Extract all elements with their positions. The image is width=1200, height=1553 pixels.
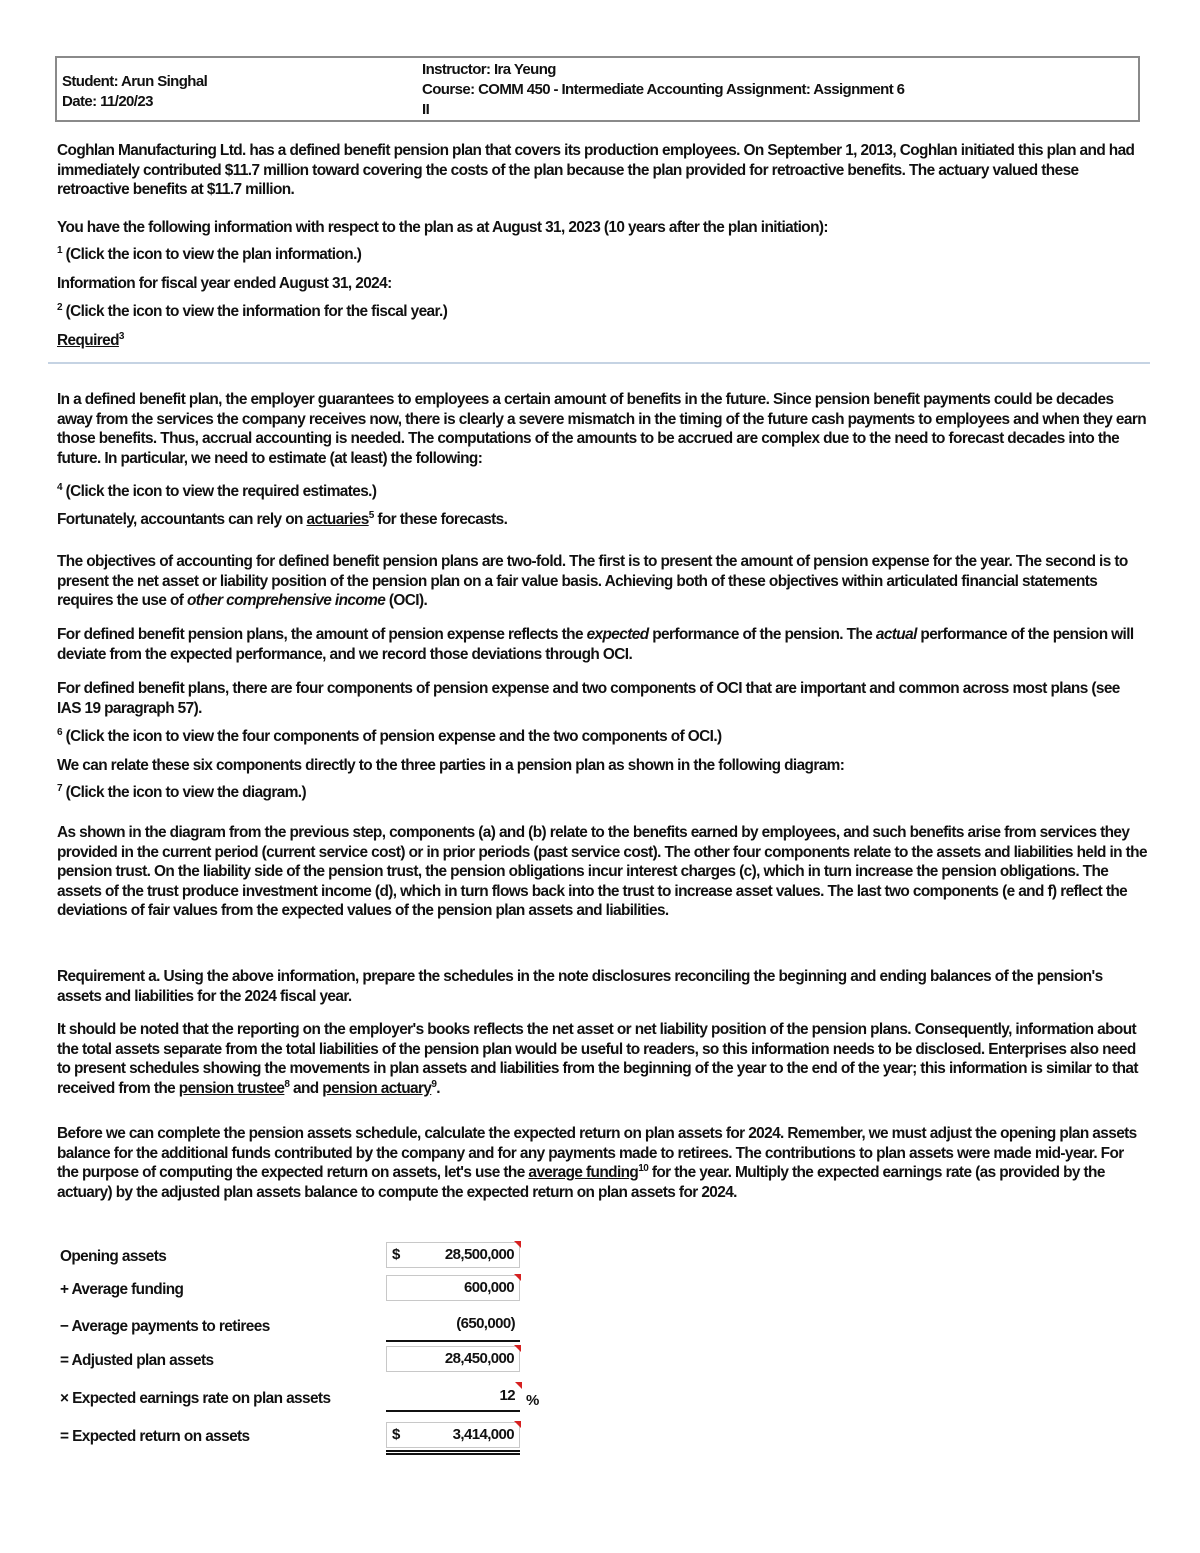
- flag-icon: [514, 1345, 521, 1352]
- expected-return-input[interactable]: [386, 1422, 520, 1448]
- footnote-3-number: 3: [118, 330, 124, 342]
- schedule-row-payments: [60, 1310, 560, 1340]
- earnings-rate-label: × Expected earnings rate on plan assets: [60, 1390, 331, 1407]
- instructor-name: Ira Yeung: [493, 61, 556, 78]
- plan-info-paragraph: You have the following information with respect to the plan as at August 31, 2023 (10 years after the plan initiation):: [57, 219, 828, 236]
- actuaries-link[interactable]: actuaries: [306, 511, 369, 528]
- adjusted-assets-input[interactable]: [386, 1346, 520, 1372]
- disclosure-text-and: and: [289, 1079, 323, 1097]
- payments-value: (650,000): [456, 1315, 515, 1332]
- components-link[interactable]: [57, 727, 1147, 747]
- footnote-2-number: 2: [57, 301, 62, 313]
- expected-term: expected: [586, 626, 649, 643]
- footnote-10-number: 10: [638, 1163, 649, 1175]
- plan-info-link[interactable]: [57, 245, 1147, 265]
- instructor-label: Instructor:: [422, 61, 491, 78]
- average-funding-value: 600,000: [463, 1279, 514, 1296]
- course-name: COMM 450 - Intermediate Accounting: [478, 81, 723, 98]
- pension-actuary-link[interactable]: pension actuary: [322, 1079, 432, 1097]
- flag-icon: [514, 1421, 521, 1428]
- student-info: [62, 72, 207, 112]
- required-section: [57, 331, 1147, 351]
- footnote-4-number: 4: [57, 481, 62, 493]
- date-label: Date:: [62, 93, 97, 110]
- diagram-link[interactable]: [57, 783, 1147, 803]
- course-label: Course:: [422, 81, 475, 98]
- objectives-text: The objectives of accounting for defined benefit pension plans are two-fold. The first is to present the amount of pension expense for the year. The second is to present the net asset or liability position of the pension plan on a fair value basis. Achieving both of these objectives within articulated financial statements requires the use of: [57, 553, 1128, 610]
- actual-term: actual: [875, 626, 917, 643]
- currency-sign: $: [392, 1246, 400, 1263]
- estimates-link[interactable]: [57, 482, 1147, 502]
- opening-assets-value: 28,500,000: [444, 1246, 514, 1263]
- opening-assets-input[interactable]: [386, 1242, 520, 1268]
- fiscal-year-paragraph: Information for fiscal year ended August 31, 2024:: [57, 275, 392, 292]
- expected-return-label: = Expected return on assets: [60, 1428, 250, 1445]
- schedule-row-average-funding: [60, 1273, 560, 1303]
- payments-label: − Average payments to retirees: [60, 1318, 270, 1335]
- footnote-1-number: 1: [57, 244, 62, 256]
- flag-icon: [514, 1274, 521, 1281]
- diagram-link-text: (Click the icon to view the diagram.): [61, 784, 306, 801]
- payments-value-cell: [386, 1312, 520, 1338]
- intro-paragraph: Coghlan Manufacturing Ltd. has a defined benefit pension plan that covers its production employees. On September 1, 2013, Coghlan initiated this plan and had immediately contributed $11.7 million toward covering the costs of the plan because the plan provided for retroactive benefits. The actuary valued these retroactive benefits at $11.7 million.: [57, 142, 1135, 199]
- requirement-a-paragraph: Requirement a. Using the above information, prepare the schedules in the note disclosures reconciling the beginning and ending balances of the pension's assets and liabilities for the 2024 fiscal year.: [57, 968, 1103, 1005]
- fiscal-year-link[interactable]: [57, 302, 1147, 322]
- fiscal-year-link-text: (Click the icon to view the information for the fiscal year.): [61, 303, 448, 320]
- average-funding-label: + Average funding: [60, 1281, 184, 1298]
- flag-icon: [515, 1382, 522, 1389]
- oci-term: other comprehensive income: [186, 592, 386, 610]
- section-divider: [48, 362, 1150, 364]
- expense-text-c: performance of the pension will deviate from the expected performance, and we record those deviations through OCI.: [57, 626, 1134, 663]
- diagram-paragraph: We can relate these six components directly to the three parties in a pension plan as shown in the following diagram:: [57, 757, 845, 774]
- subtotal-rule: [386, 1410, 520, 1412]
- adjusted-assets-label: = Adjusted plan assets: [60, 1352, 214, 1369]
- subtotal-rule: [386, 1340, 520, 1342]
- footnote-9-number: 9: [431, 1078, 437, 1090]
- actuaries-text-end: for these forecasts.: [373, 511, 508, 528]
- expense-text-b: performance of the pension. The: [648, 626, 876, 643]
- estimates-link-text: (Click the icon to view the required estimates.): [61, 483, 377, 500]
- average-funding-link[interactable]: average funding: [528, 1164, 639, 1182]
- components-paragraph: For defined benefit plans, there are four components of pension expense and two components of OCI that are important and common across most plans (see IAS 19 paragraph 57).: [57, 680, 1120, 717]
- plan-info-link-text: (Click the icon to view the plan information.): [61, 246, 362, 263]
- required-link[interactable]: Required: [57, 332, 119, 349]
- assignment-header: [55, 56, 1140, 122]
- footnote-7-number: 7: [57, 782, 62, 794]
- actuaries-paragraph: [57, 510, 1147, 530]
- assignment-cont: II: [422, 101, 430, 118]
- average-funding-input[interactable]: [386, 1275, 520, 1301]
- course-info: [422, 60, 904, 120]
- disclosure-paragraph: [57, 1020, 1147, 1098]
- schedule-row-expected-return: [60, 1420, 560, 1450]
- double-rule-bottom: [386, 1453, 520, 1455]
- assignment-name: Assignment 6: [813, 81, 905, 98]
- objectives-text-end: (OCI).: [385, 592, 428, 610]
- defined-benefit-paragraph: In a defined benefit plan, the employer guarantees to employees a certain amount of benefits in the future. Since pension benefit payments could be decades away from the services the company receives now, there is clearly a severe mismatch in the timing of the future cash payments to employees and when they earn those benefits. Thus, accrual accounting is needed. The computations of the amounts to be accrued are complex due to the need to forecast decades into the future. In particular, we need to estimate (at least) the following:: [57, 391, 1147, 467]
- percent-sign: %: [526, 1392, 539, 1409]
- date-value: 11/20/23: [100, 93, 153, 110]
- expense-text-a: For defined benefit pension plans, the amount of pension expense reflects the: [57, 626, 587, 643]
- components-link-text: (Click the icon to view the four components of pension expense and the two components of OCI.): [61, 728, 722, 745]
- assignment-label: Assignment:: [726, 81, 811, 98]
- expected-return-text: Before we can complete the pension assets schedule, calculate the expected return on plan assets for 2024. Remember, we must adjust the opening plan assets balance for the additional funds contributed by the company and for any payments made to retirees. The contributions to plan assets were made mid-year. For the purpose of computing the expected return on assets, let's use the: [57, 1125, 1137, 1182]
- schedule-row-adjusted-assets: [60, 1344, 560, 1374]
- footnote-5-number: 5: [368, 509, 374, 521]
- disclosure-text-end: .: [436, 1079, 440, 1097]
- opening-assets-label: Opening assets: [60, 1248, 167, 1265]
- double-rule-top: [386, 1450, 520, 1452]
- student-label: Student:: [62, 73, 119, 90]
- expected-return-text-end: for the year. Multiply the expected earnings rate (as provided by the actuary) by the adjusted plan assets balance to compute the expected return on plan assets for 2024.: [57, 1164, 1105, 1201]
- expected-return-paragraph: [57, 1124, 1147, 1202]
- objectives-paragraph: [57, 552, 1147, 611]
- schedule-row-earnings-rate: [60, 1382, 560, 1412]
- diagram-explanation-paragraph: As shown in the diagram from the previous step, components (a) and (b) relate to the benefits earned by employees, and such benefits arise from services they provided in the current period (current service cost) or in prior periods (past service cost). The other four components relate to the assets and liabilities held in the pension trust. On the liability side of the pension trust, the pension obligations incur interest charges (c), which in turn increase the pension obligations. The assets of the trust produce investment income (d), which in turn flows back into the trust to increase asset values. The last two components (e and f) reflect the deviations of fair values from the expected values of the pension plan assets and liabilities.: [57, 824, 1147, 920]
- currency-sign: $: [392, 1426, 400, 1443]
- schedule-row-opening-assets: [60, 1240, 560, 1270]
- pension-trustee-link[interactable]: pension trustee: [178, 1079, 285, 1097]
- expected-return-value: 3,414,000: [452, 1426, 514, 1443]
- student-name: Arun Singhal: [121, 73, 208, 90]
- footnote-8-number: 8: [284, 1078, 290, 1090]
- expense-paragraph: [57, 625, 1147, 664]
- adjusted-assets-value: 28,450,000: [444, 1350, 514, 1367]
- footnote-6-number: 6: [57, 726, 62, 738]
- flag-icon: [514, 1241, 521, 1248]
- actuaries-text: Fortunately, accountants can rely on: [57, 511, 307, 528]
- earnings-rate-value: 12: [499, 1387, 515, 1404]
- disclosure-text: It should be noted that the reporting on the employer's books reflects the net asset or net liability position of the pension plans. Consequently, information about the total assets separate from the total liabilities of the pension plan would be useful to readers, so this information needs to be disclosed. Enterprises also need to present schedules showing the movements in plan assets and liabilities from the beginning of the year to the end of the year; this information is similar to that received from the: [57, 1021, 1138, 1097]
- earnings-rate-input[interactable]: [386, 1384, 520, 1410]
